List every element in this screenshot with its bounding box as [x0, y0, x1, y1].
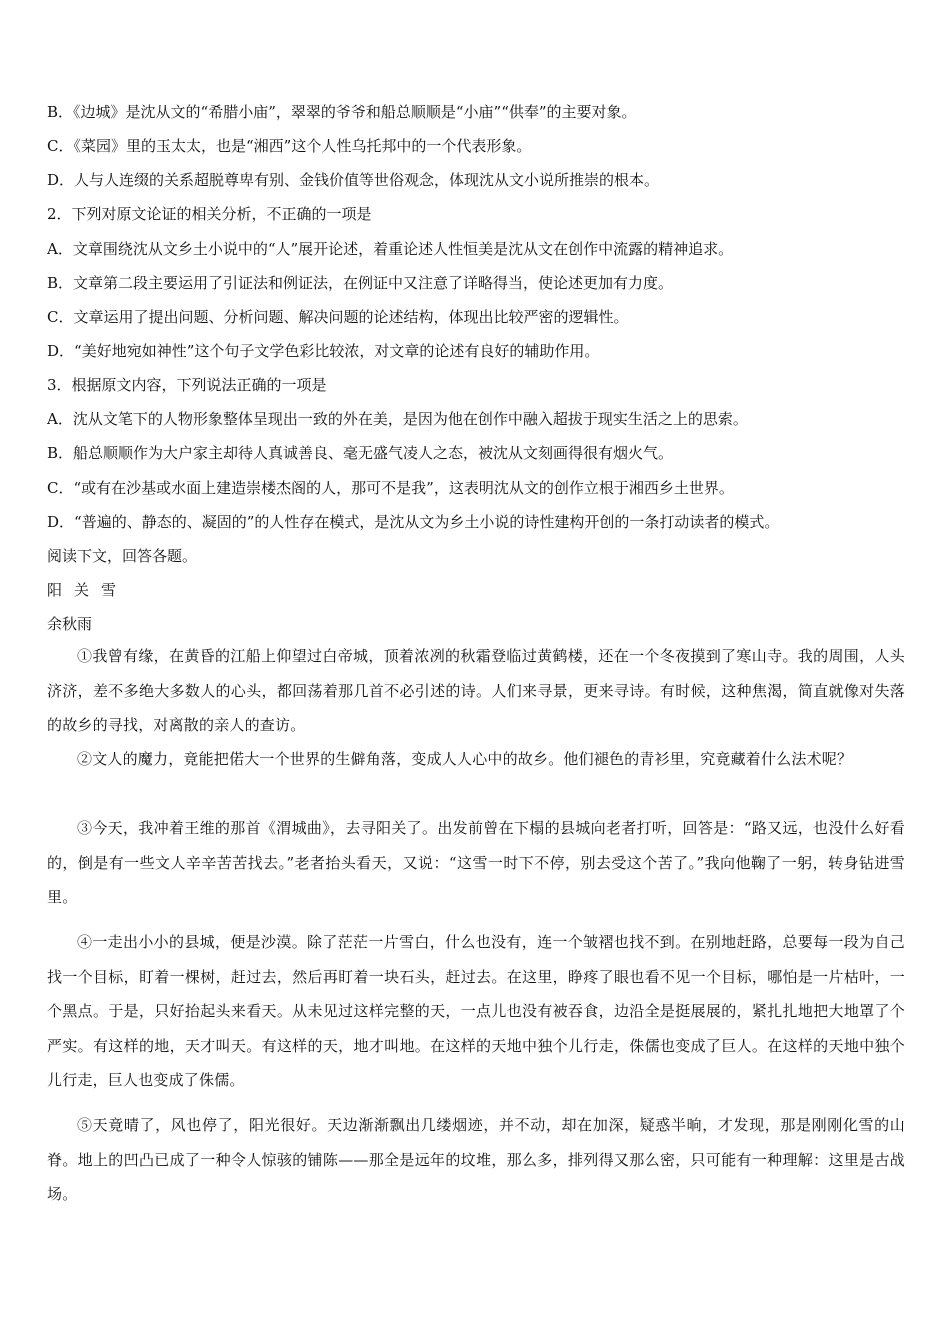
- q2-option-b: B．文章第二段主要运用了引证法和例证法，在例证中又注意了详略得当，使论述更加有力度。: [47, 274, 674, 292]
- q1-option-c: C．《菜园》里的玉太太，也是“湘西”这个人性乌托邦中的一个代表形象。: [47, 137, 532, 155]
- article-paragraph-5: ⑤天竟晴了，风也停了，阳光很好。天边渐渐飘出几缕烟迹，并不动，却在加深，疑惑半晌，才发现，那是刚刚化雪的山脊。地上的凹凸已成了一种令人惊骇的铺陈——那全是远年的坟堆，那么多，排列得又那么密，只可能有一种理解：这里是古战场。: [47, 1116, 905, 1203]
- article-paragraph-1: ①我曾有缘，在黄昏的江船上仰望过白帝城，顶着浓冽的秋霜登临过黄鹤楼，还在一个冬夜摸到了寒山寺。我的周围，人头济济，差不多绝大多数人的心头，都回荡着那几首不必引述的诗。人们来寻景，更来寻诗。有时候，这种焦渴，简直就像对失落的故乡的寻找，对离散的亲人的查访。: [47, 647, 905, 734]
- q3-option-c: C．“或有在沙基或水面上建造崇楼杰阁的人，那可不是我”，这表明沈从文的创作立根于湘西乡土世界。: [47, 479, 734, 497]
- q2-stem: 2．下列对原文论证的相关分析，不正确的一项是: [47, 205, 372, 223]
- q3-option-a: A．沈从文笔下的人物形象整体呈现出一致的外在美，是因为他在创作中融入超拔于现实生活之上的思索。: [47, 410, 748, 428]
- q1-option-d: D．人与人连缀的关系超脱尊卑有别、金钱价值等世俗观念，体现沈从文小说所推崇的根本。: [47, 171, 660, 189]
- q3-stem: 3．根据原文内容，下列说法正确的一项是: [47, 376, 327, 394]
- q3-option-b: B．船总顺顺作为大户家主却待人真诚善良、毫无盛气凌人之态，被沈从文刻画得很有烟火气。: [47, 444, 674, 462]
- q1-option-b: B．《边城》是沈从文的“希腊小庙”，翠翠的爷爷和船总顺顺是“小庙”“供奉”的主要对象。: [47, 103, 637, 121]
- reading-instruction: 阅读下文，回答各题。: [47, 547, 198, 565]
- article-paragraph-3: ③今天，我冲着王维的那首《渭城曲》，去寻阳关了。出发前曾在下榻的县城向老者打听，回答是：“路又远，也没什么好看的，倒是有一些文人辛辛苦苦找去。”老者抬头看天，又说：“这雪一时下不停，别去受这个苦了。”我向他鞠了一躬，转身钻进雪里。: [47, 819, 905, 906]
- article-paragraph-4: ④一走出小小的县城，便是沙漠。除了茫茫一片雪白，什么也没有，连一个皱褶也找不到。在别地赶路，总要每一段为自己找一个目标，盯着一棵树，赶过去，然后再盯着一块石头，赶过去。在这里，睁疼了眼也看不见一个目标，哪怕是一片枯叶，一个黑点。于是，只好抬起头来看天。从未见过这样完整的天，一点儿也没有被吞食，边沿全是挺展展的，紧扎扎地把大地罩了个严实。有这样的地，天才叫天。有这样的天，地才叫地。在这样的天地中独个儿行走，侏儒也变成了巨人。在这样的天地中独个儿行走，巨人也变成了侏儒。: [47, 933, 905, 1089]
- article-paragraph-2: ②文人的魔力，竟能把偌大一个世界的生僻角落，变成人人心中的故乡。他们褪色的青衫里，究竟藏着什么法术呢？: [77, 750, 853, 768]
- article-title: 阳关雪: [47, 581, 129, 599]
- q3-option-d: D．“普遍的、静态的、凝固的”的人性存在模式，是沈从文为乡土小说的诗性建构开创的一条打动读者的模式。: [47, 513, 780, 531]
- q2-option-c: C．文章运用了提出问题、分析问题、解决问题的论述结构，体现出比较严密的逻辑性。: [47, 308, 629, 326]
- q2-option-a: A．文章围绕沈从文乡土小说中的“人”展开论述，着重论述人性恒美是沈从文在创作中流露的精神追求。: [47, 240, 734, 258]
- article-author: 余秋雨: [47, 615, 93, 633]
- q2-option-d: D．“美好地宛如神性”这个句子文学色彩比较浓，对文章的论述有良好的辅助作用。: [47, 342, 600, 360]
